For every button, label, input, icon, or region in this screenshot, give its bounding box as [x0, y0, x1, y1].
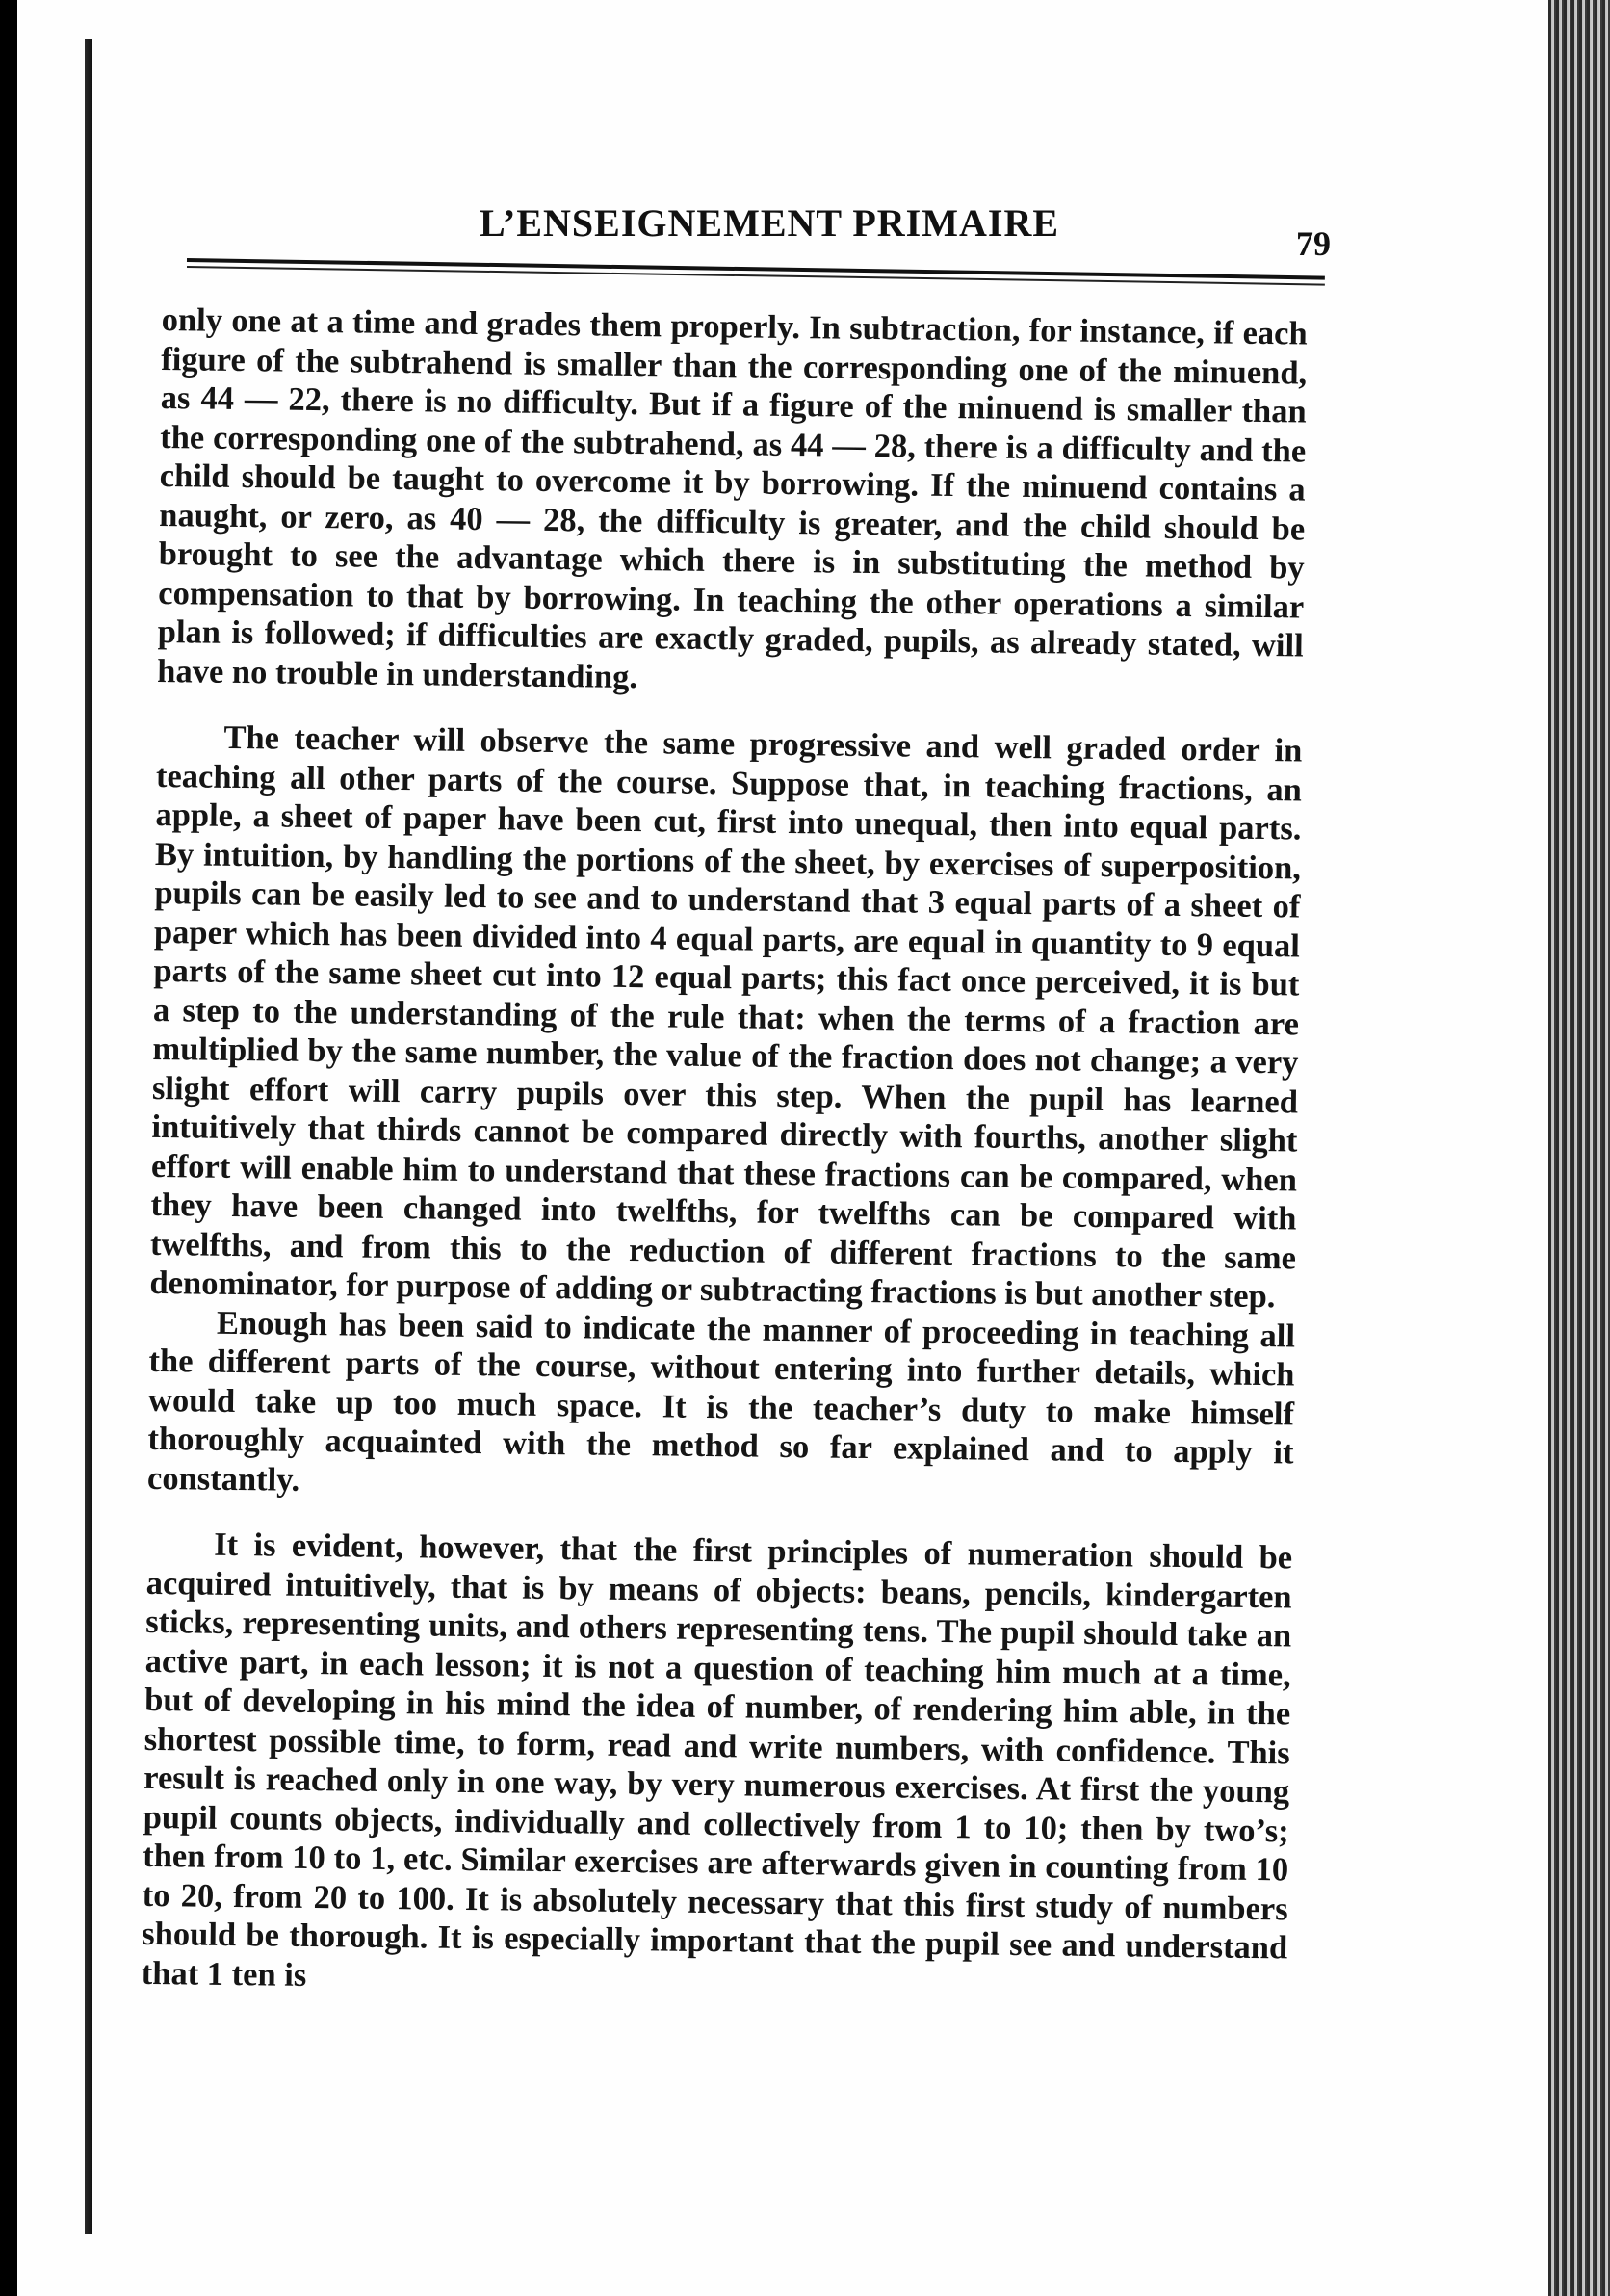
page-gutter-shadow: [64, 39, 92, 2234]
body-text: [142, 300, 1308, 2006]
paragraph-numeration: It is evident, however, that the first principles of numeration should be acquired intuitively, that is by means of objects: beans, pencils, kindergarten sticks, representing units, and others representing tens. The pupil should take an active part, in each lesson; it is not a question of teaching him much at a time, but of developing in his mind the idea of number, of rendering him able, in the shortest possible time, to form, read and write numbers, with confidence. This result is reached only in one way, by very numerous exercises. At first the young pupil counts objects, individually and collectively from 1 to 10; then by two’s; then from 10 to 1, etc. Similar exercises are afterwards given in counting from 10 to 20, from 20 to 100. It is absolutely necessary that this first study of numbers should be thorough. It is especially important that the pupil see and understand that 1 ten is: [141, 1526, 1293, 1994]
page-header: [171, 191, 1337, 263]
paragraph-method: Enough has been said to indicate the manner of proceeding in teaching all the different parts of the course, without entering into further details, which would take up too much space. It is the teacher’s duty to make himself thoroughly acquainted with the method so far explained and to apply it constantly.: [146, 1304, 1296, 1499]
page-number: 79: [1296, 224, 1331, 263]
paragraph-fractions: The teacher will observe the same progressive and well graded order in teaching all other parts of the course. Suppose that, in teaching fractions, an apple, a sheet of paper have been cut, first into unequal, then into equal parts. By intuition, by handling the portions of the sheet, by exercises of superposition, pupils can be easily led to see and to understand that 3 equal parts of a sheet of paper which has been divided into 4 equal parts, are equal in quantity to 9 equal parts of the same sheet cut into 12 equal parts; this fact once perceived, it is but a step to the understanding of the rule that: when the terms of a fraction are multiplied by the same number, the value of the fraction does not change; a very slight effort will carry pupils over this step. When the pupil has learned intuitively that thirds cannot be compared directly with fourths, another slight effort will enable him to understand that these fractions can be compared, when they have been changed into twelfths, for twelfths can be compared with twelfths, and from this to the reduction of different fractions to the same denominator, for purpose of adding or subtracting fractions is but another step.: [149, 718, 1303, 1316]
running-title: L’ENSEIGNEMENT PRIMAIRE: [480, 201, 1060, 245]
paragraph-subtraction: only one at a time and grades them properly. In subtraction, for instance, if each figure of the subtrahend is smaller than the corresponding one of the minuend, as 44 — 22, there is no difficulty. But if a figure of the minuend is smaller than the corresponding one of the subtrahend, as 44 — 28, there is a difficulty and the child should be taught to overcome it by borrowing. If the minuend contains a naught, or zero, as 40 — 28, the difficulty is greater, and the child should be brought to see the advantage which there is in substituting the method by compensation to that by borrowing. In teaching the other operations a similar plan is followed; if difficulties are exactly graded, pupils, as already stated, will have no trouble in understanding.: [157, 300, 1308, 695]
book-page-edges: [1548, 0, 1610, 2296]
